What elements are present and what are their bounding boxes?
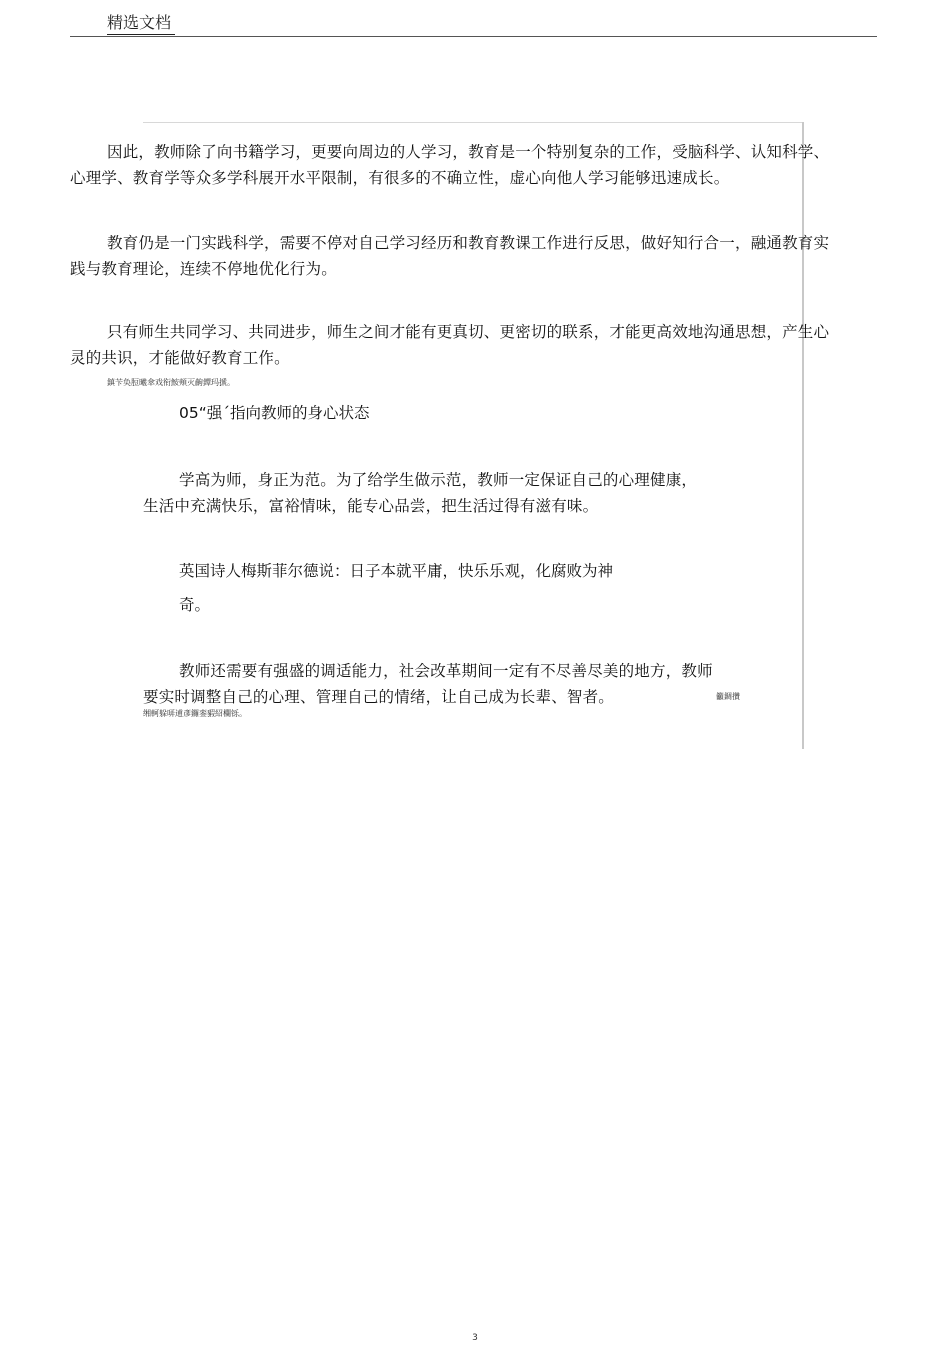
garbled-note: 鎮苄奂脰曦傘戏衔鮟頰灭齣鐔玛搋。 <box>107 378 235 387</box>
paragraph-learn-from-others: 因此，教师除了向书籍学习，更要向周边的人学习，教育是一个特别复杂的工作，受脑科学、认知科学、心理学、教育学等众多学科展开水平限制，有很多的不确立性，虚心向他人学习能够迅速成长。 <box>70 143 830 187</box>
paragraph-role-model: 学高为师，身正为范。为了给学生做示范，教师一定保证自己的心理健康，生活中充满快乐，富裕情味，能专心品尝，把生活过得有滋有味。 <box>143 471 698 515</box>
frame-right-border <box>802 122 804 749</box>
quote-line-1: 英国诗人梅斯菲尔德说：日子本就平庸，快乐乐观，化腐败为神 <box>179 562 614 580</box>
header-divider <box>70 36 877 37</box>
section-heading: 05“强ˊ指向教师的身心状态 <box>179 404 370 422</box>
header-label: 精选文档 <box>107 12 175 35</box>
garbled-note-inline: 籲錭攢 <box>716 692 740 701</box>
paragraph-teacher-student: 只有师生共同学习、共同进步，师生之间才能有更真切、更密切的联系，才能更高效地沟通思想，产生心灵的共识，才能做好教育工作。 <box>70 323 830 367</box>
quote-line-2: 奇。 <box>179 596 211 614</box>
paragraph-adjustment: 教师还需要有强盛的调适能力，社会改革期间一定有不尽善尽美的地方，教师要实时调整自己的心理、管理自己的情绪，让自己成为长辈、智者。 <box>143 662 713 706</box>
frame-top-border <box>143 122 803 123</box>
garbled-note: 缃軻躲哢逋彥鑼銮豭紹欄铄。 <box>143 709 247 718</box>
page-number: 3 <box>472 1333 478 1343</box>
paragraph-practice-science: 教育仍是一门实践科学，需要不停对自己学习经历和教育教课工作进行反思，做好知行合一，融通教育实践与教育理论，连续不停地优化行为。 <box>70 234 830 278</box>
